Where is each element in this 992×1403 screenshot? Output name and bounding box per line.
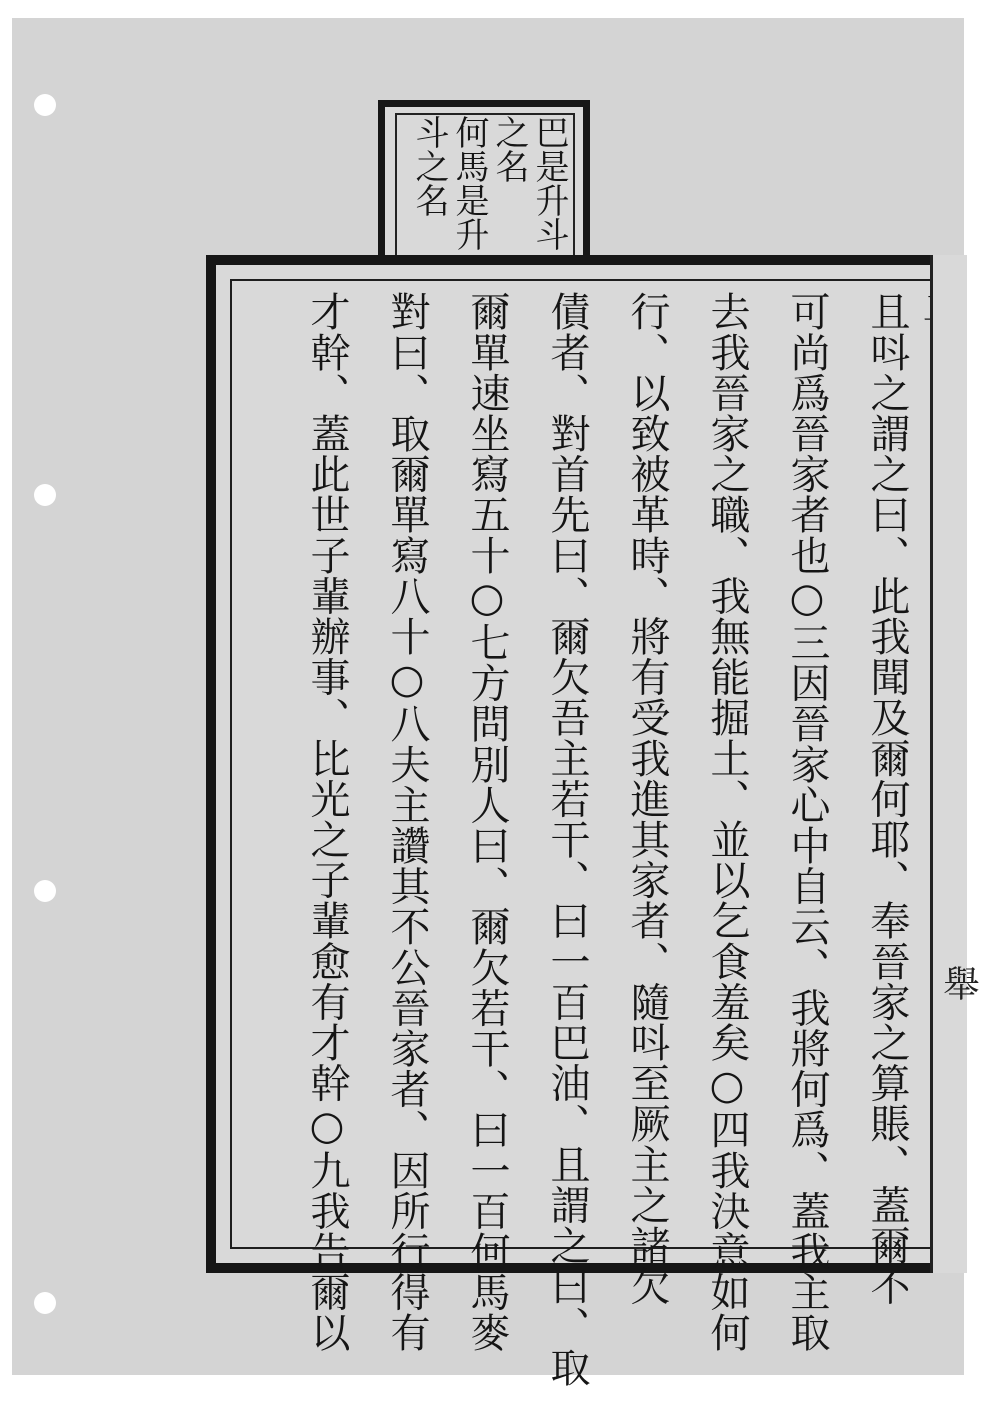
note-column: 斗之名 [409,115,449,217]
text-column: 且呌之謂之曰、此我聞及爾何耶、奉晉家之算賬、蓋爾不 [864,291,910,1306]
edge-glyph: 舉 [938,965,979,1001]
text-column: 去我晉家之職、我無能掘土、並以乞食羞矣○四我決意如何 [704,291,750,1353]
binder-hole [34,484,56,506]
text-column: 債者、對首先曰、爾欠吾主若干、曰一百巴油、且謂之曰、取 [544,291,590,1388]
margin-note-frame [395,113,575,260]
note-column: 之名 [489,115,529,183]
margin-note-box [378,100,590,260]
text-column: 可尚爲晉家者也○三因晉家心中自云、我將何爲、蓋我主取 [784,291,830,1353]
note-column: 巴是升斗 [529,115,569,251]
binder-hole [34,880,56,902]
adjacent-page-edge [930,255,979,1273]
text-column: 對曰、取爾單寫八十○八夫主讚其不公晉家者、因所行得有 [384,291,430,1353]
text-frame [230,279,964,1388]
text-column: 才幹、蓋此世子輩辦事、比光之子輩愈有才幹○九我告爾以 [304,291,350,1353]
binder-hole [34,1292,56,1314]
binder-hole [34,94,56,116]
note-column: 何馬是升 [449,115,489,251]
text-column: 爾單速坐寫五十○七方問別人曰、爾欠若干、曰一百何馬麥 [464,291,510,1353]
text-column: 行、以致被革時、將有受我進其家者、隨呌至厥主之諸欠 [624,291,670,1306]
main-text-box [206,255,964,1388]
